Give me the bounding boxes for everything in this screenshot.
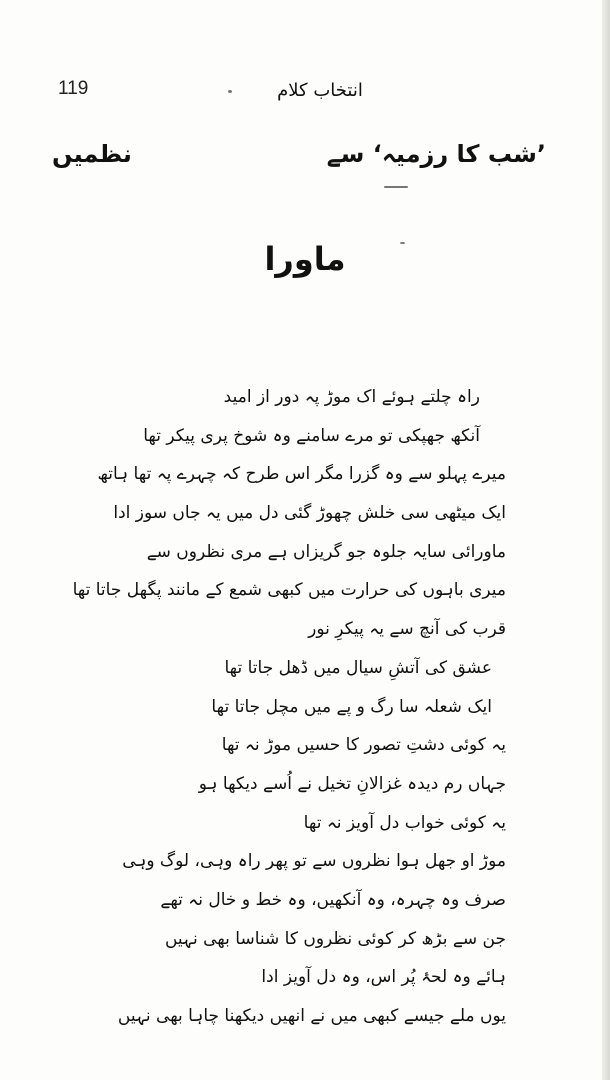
page-number: 119: [58, 78, 89, 99]
poem-line: میرے پہلو سے وہ گزرا مگر اس طرح کہ چہرے پہ تھا ہاتھ: [97, 464, 506, 485]
poem-line: جہاں رم دیدہ غزالانِ تخیل نے اُسے دیکھا ہو: [198, 773, 506, 794]
poem-line: ایک شعلہ سا رگ و پے میں مچل جاتا تھا: [211, 696, 492, 717]
poem-line: عشق کی آتشِ سیال میں ڈھل جاتا تھا: [224, 657, 492, 678]
poem-line: یہ کوئی خواب دل آویز نہ تھا: [303, 812, 506, 833]
running-title: انتخاب کلام: [277, 80, 363, 101]
book-subtitle: ’شب کا رزمیہ‘ سے: [326, 140, 546, 168]
section-label: نظمیں: [52, 140, 132, 168]
poem-line: ہائے وہ لحۂ پُر اس، وہ دل آویز ادا: [261, 967, 506, 988]
poem-line: ایک میٹھی سی خلش چھوڑ گئی دل میں یہ جاں سوز ادا: [113, 503, 506, 524]
poem-line: موڑ او جھل ہوا نظروں سے تو پھر راہ وہی، لوگ وہی: [122, 851, 506, 872]
poem-line: یہ کوئی دشتِ تصور کا حسیں موڑ نہ تھا: [221, 735, 506, 756]
poem-line: ماورائی سایہ جلوہ جو گریزاں ہے مری نظروں سے: [146, 541, 506, 562]
poem-line: آنکھ جھپکی تو مرے سامنے وہ شوخ پری پیکر تھا: [143, 425, 480, 446]
poem-line: راہ چلتے ہوئے اک موڑ پہ دور از امید: [223, 387, 480, 407]
print-speck: [384, 186, 408, 188]
poem-body: [40, 378, 506, 1036]
poem-line: صرف وہ چہرہ، وہ آنکھیں، وہ خط و خال نہ تھے: [160, 889, 506, 910]
page-edge: [602, 0, 610, 1080]
poem-line: یوں ملے جیسے کبھی میں نے انھیں دیکھنا چاہا بھی نہیں: [117, 1006, 506, 1026]
poem-title: ماورا: [264, 240, 346, 278]
poem-line: میری باہوں کی حرارت میں کبھی شمع کے مانند پگھل جاتا تھا: [72, 580, 506, 601]
poem-line: جن سے بڑھ کر کوئی نظروں کا شناسا بھی نہیں: [164, 928, 506, 949]
print-speck: [228, 90, 232, 93]
poem-line: قرب کی آنچ سے یہ پیکرِ نور: [308, 619, 506, 640]
